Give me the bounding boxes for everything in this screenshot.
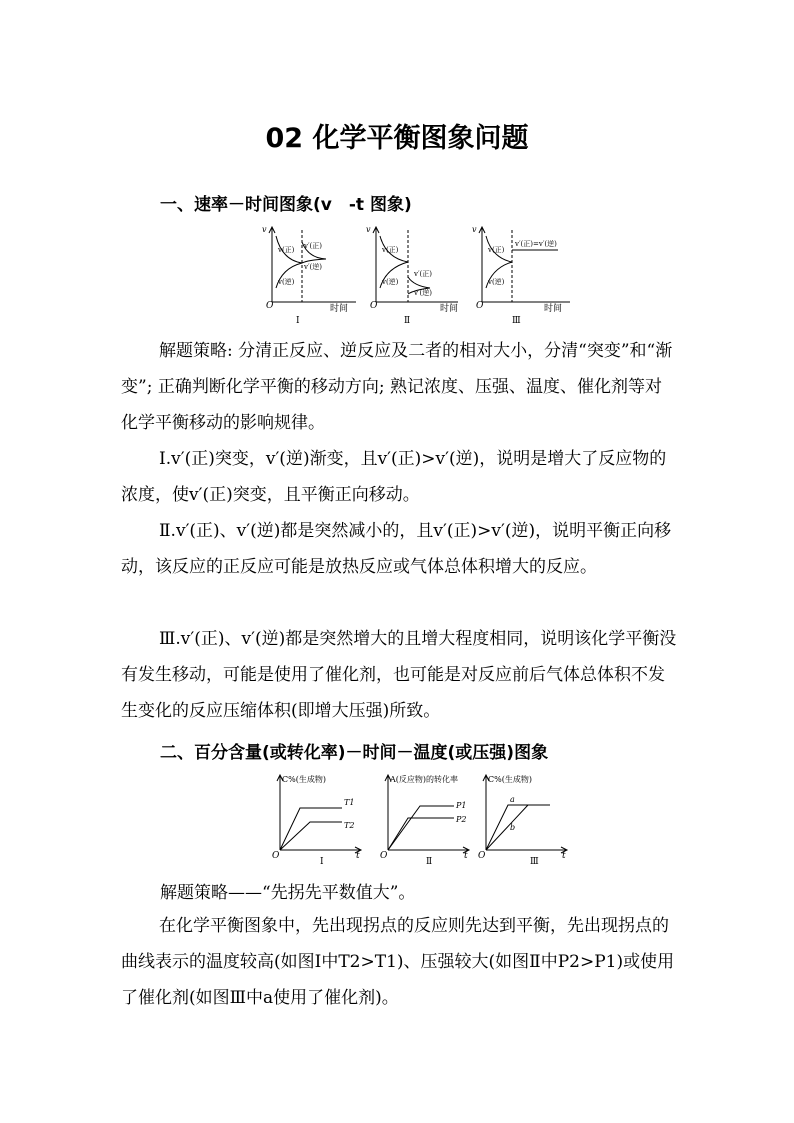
graph1-v-label: v <box>262 225 267 234</box>
g2-graph1-t-label: t <box>356 851 360 861</box>
graph2-v-label: v <box>366 225 371 234</box>
graph3-vrev-label: v(逆) <box>488 278 505 286</box>
graph1-new-vrev-label: v′(逆) <box>304 263 323 271</box>
g2-graph3-a-line <box>486 805 550 850</box>
section-2-strategy: 解题策略——“先拐先平数值大”。 <box>160 883 416 903</box>
graph3-origin: O <box>476 301 484 311</box>
graph1-origin: O <box>266 301 274 311</box>
g2-P1-label: P1 <box>456 801 467 810</box>
section-2-body: 在化学平衡图象中，先出现拐点的反应则先达到平衡，先出现拐点的曲线表示的温度较高(如图Ⅰ中T2>T1)、压强较大(如图Ⅱ中P2>P1)或使用了催化剂(如图Ⅲ中a使用了催化剂)。 <box>121 916 675 1008</box>
graph1-vrev-label: v(逆) <box>278 278 295 286</box>
graph2-time-label: 时间 <box>440 304 459 314</box>
g2-graph2-P2-line <box>388 818 454 850</box>
g2-graph2-x-axis <box>388 847 469 853</box>
page-title: 02 化学平衡图象问题 <box>265 123 529 154</box>
graph1-vfwd-label: v(正) <box>278 246 295 254</box>
graph3-time-label: 时间 <box>544 304 563 314</box>
g2-graph3-t-label: t <box>562 851 566 861</box>
graph1-new-vfwd-label: v′(正) <box>304 242 323 250</box>
g2-graph3-x-axis <box>486 847 567 853</box>
g2-graph3-y-axis <box>483 775 489 850</box>
graph2-vrev-label: v(逆) <box>382 278 399 286</box>
g2-graph1-y-axis <box>277 775 283 850</box>
g2-graph3-origin: O <box>478 851 486 861</box>
g2-graph3-y-label: C%(生成物) <box>488 775 532 784</box>
g2-graph3-caption: Ⅲ <box>530 857 539 867</box>
graph2-new-vrev-label: v′(逆) <box>414 289 433 297</box>
g2-graph2-P1-line <box>388 806 454 850</box>
g2-b-label: b <box>510 823 516 832</box>
graph2-vfwd-label: v(正) <box>382 246 399 254</box>
graph3-equal-label: v′(正)=v′(逆) <box>515 240 557 248</box>
g2-graph2-y-axis <box>385 775 391 850</box>
content-time-graphs-figure <box>268 770 588 868</box>
g2-T2-label: T2 <box>344 821 355 830</box>
g2-P2-label: P2 <box>456 815 467 824</box>
section-1-strategy: 解题策略: 分清正反应、逆反应及二者的相对大小，分清“突变”和“渐变”; 正确判断化学平衡的移动方向; 熟记浓度、压强、温度、催化剂等对化学平衡移动的影响规律。 <box>121 341 673 433</box>
g2-graph1-caption: Ⅰ <box>320 857 324 867</box>
g2-graph1-y-label: C%(生成物) <box>282 775 326 784</box>
section-2-heading: 二、百分含量(或转化率)－时间－温度(或压强)图象 <box>160 743 549 763</box>
vt-graphs-figure <box>258 222 598 326</box>
g2-graph3-b-line <box>486 805 528 850</box>
g2-graph1-x-axis <box>280 847 361 853</box>
graph2-caption: Ⅱ <box>404 316 411 326</box>
g2-graph1-origin: O <box>272 851 280 861</box>
graph2-new-vfwd-label: v′(正) <box>414 270 433 278</box>
graph3-v-label: v <box>472 225 477 234</box>
graph1-time-label: 时间 <box>330 304 349 314</box>
graph3-vfwd-label: v(正) <box>488 246 505 254</box>
g2-graph2-origin: O <box>380 851 388 861</box>
section-1-item-1: Ⅰ.v′(正)突变，v′(逆)渐变，且v′(正)>v′(逆)，说明是增大了反应物的浓度，使v′(正)突变，且平衡正向移动。 <box>121 449 667 505</box>
g2-graph2-caption: Ⅱ <box>426 857 433 867</box>
graph1-v-axis <box>269 227 275 302</box>
g2-T1-label: T1 <box>344 798 355 807</box>
graph3-v-axis <box>479 227 485 302</box>
graph1-caption: Ⅰ <box>296 316 300 326</box>
section-1-item-3: Ⅲ.v′(正)、v′(逆)都是突然增大的且增大程度相同，说明该化学平衡没有发生移动，可能是使用了催化剂，也可能是对反应前后气体总体积不发生变化的反应压缩体积(即增大压强)所致。 <box>121 629 677 721</box>
g2-graph1-T1-line <box>280 808 342 850</box>
graph2-new-v-forward <box>408 277 430 288</box>
graph2-v-axis <box>373 227 379 302</box>
g2-graph2-t-label: t <box>464 851 468 861</box>
graph3-caption: Ⅲ <box>512 316 521 326</box>
g2-a-label: a <box>510 795 515 804</box>
graph2-origin: O <box>370 301 378 311</box>
g2-graph2-y-label: A(反应物)的转化率 <box>390 775 459 784</box>
section-1-item-2: Ⅱ.v′(正)、v′(逆)都是突然减小的，且v′(正)>v′(逆)，说明平衡正向移动，该反应的正反应可能是放热反应或气体总体积增大的反应。 <box>121 521 672 577</box>
g2-graph1-T2-line <box>280 822 342 850</box>
section-1-heading: 一、速率－时间图象(v -t 图象) <box>160 195 412 215</box>
